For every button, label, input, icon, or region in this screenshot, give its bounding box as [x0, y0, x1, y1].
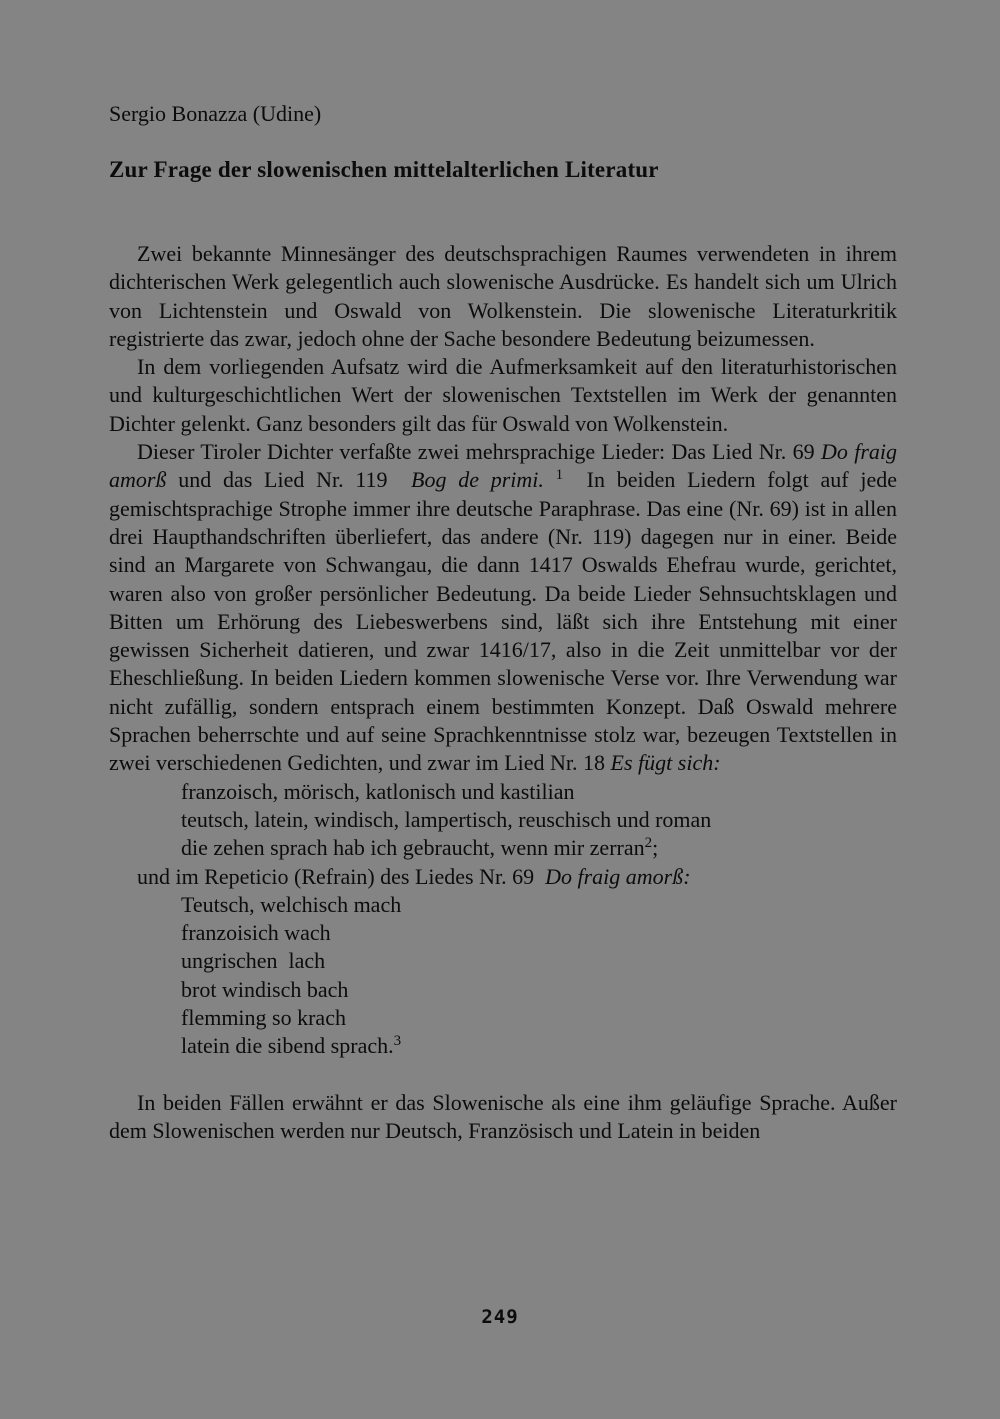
- song-title-119: Bog de primi.: [411, 467, 544, 493]
- paragraph-1: Zwei bekannte Minnesänger des deutschsprachigen Raumes verwendeten in ihrem dichterischen Werk gelegentlich auch slowenische Ausdrücke. Es handelt sich um Ulrich von Lichtenstein und Oswald von Wolkenstein. Die slowenische Literaturkritik registrierte das zwar, jedoch ohne der Sache besondere Bedeutung beizumessen.: [109, 241, 897, 351]
- page-number: 249: [481, 1306, 519, 1328]
- verse-2-line-6: [181, 1032, 897, 1060]
- verse-1-line-1: franzoisch, mörisch, katlonisch und kastilian: [181, 778, 575, 804]
- song-title-18: Es fügt sich:: [610, 750, 721, 776]
- verse-2-line-3: ungrischen lach: [181, 948, 326, 974]
- paragraph-3-text-a: Dieser Tiroler Dichter verfaßte zwei mehrsprachige Lieder: Das Lied Nr. 69: [137, 439, 815, 465]
- footnote-marker-1: 1: [555, 467, 564, 484]
- verse-2-line-2: franzoisich wach: [181, 920, 331, 946]
- paragraph-3-text-c: In beiden Liedern folgt auf jede gemischtsprachige Strophe immer ihre deutsche Paraphrase. Das eine (Nr. 69) ist in allen drei Haupthandschriften überliefert, das andere (Nr. 119) dagegen nur in einer. Beide sind an Margarete von Schwangau, die dann 1417 Oswalds Ehefrau wurde, gerichtet, waren also von großer persönlicher Bedeutung. Da beide Lieder Sehnsuchtsklagen und Bitten um Erhörung des Liebeswerbens sind, läßt sich ihre Entstehung mit einer gewissen Sicherheit datieren, und zwar 1416/17, also in die Zeit unmittelbar vor der Eheschließung. In beiden Liedern kommen slowenische Verse vor. Ihre Verwendung war nicht zufällig, sondern entsprach einem bestimmten Konzept. Daß Oswald mehrere Sprachen beherrschte und auf seine Sprachkenntnisse stolz war, bezeugen Textstellen in zwei verschiedenen Gedichten, und zwar im Lied Nr. 18: [109, 467, 898, 776]
- verse-2-line-6-text: latein die sibend sprach.: [181, 1033, 394, 1059]
- verse-1-line-3-end: ;: [652, 835, 659, 861]
- verse-1-line-3: [181, 834, 897, 862]
- article-body: [109, 240, 897, 1145]
- verse-1-line-2: teutsch, latein, windisch, lampertisch, reuschisch und roman: [181, 806, 712, 832]
- paragraph-2: In dem vorliegenden Aufsatz wird die Aufmerksamkeit auf den literaturhistorischen und kulturgeschichtlichen Wert der slowenischen Textstellen im Werk der genannten Dichter gelenkt. Ganz besonders gilt das für Oswald von Wolkenstein.: [109, 354, 897, 436]
- footnote-marker-2: 2: [644, 835, 653, 852]
- article-title: Zur Frage der slowenischen mittelalterlichen Literatur: [109, 157, 659, 182]
- paragraph-3-text-b: und das Lied Nr. 119: [178, 467, 388, 493]
- song-title-69-refrain: Do fraig amorß:: [545, 863, 691, 889]
- song-title-69: Do fraig amorß: [109, 439, 897, 493]
- author-line: Sergio Bonazza (Udine): [109, 101, 322, 126]
- paragraph-3: [109, 438, 897, 778]
- paragraph-gap: [109, 1061, 897, 1089]
- verse-2-line-5: flemming so krach: [181, 1005, 346, 1031]
- verse-quote-2: [109, 891, 897, 1061]
- continuation-line: [109, 863, 897, 891]
- footnote-marker-3: 3: [393, 1033, 402, 1050]
- paragraph-final: In beiden Fällen erwähnt er das Slowenische als eine ihm geläufige Sprache. Außer dem Slowenischen werden nur Deutsch, Französisch und Latein in beiden: [109, 1089, 897, 1143]
- continuation-text: und im Repeticio (Refrain) des Liedes Nr. 69: [137, 863, 535, 889]
- verse-quote-1: [109, 778, 897, 863]
- verse-2-line-4: brot windisch bach: [181, 976, 349, 1002]
- verse-1-line-3-text: die zehen sprach hab ich gebraucht, wenn mir zerran: [181, 835, 645, 861]
- verse-2-line-1: Teutsch, welchisch mach: [181, 891, 402, 917]
